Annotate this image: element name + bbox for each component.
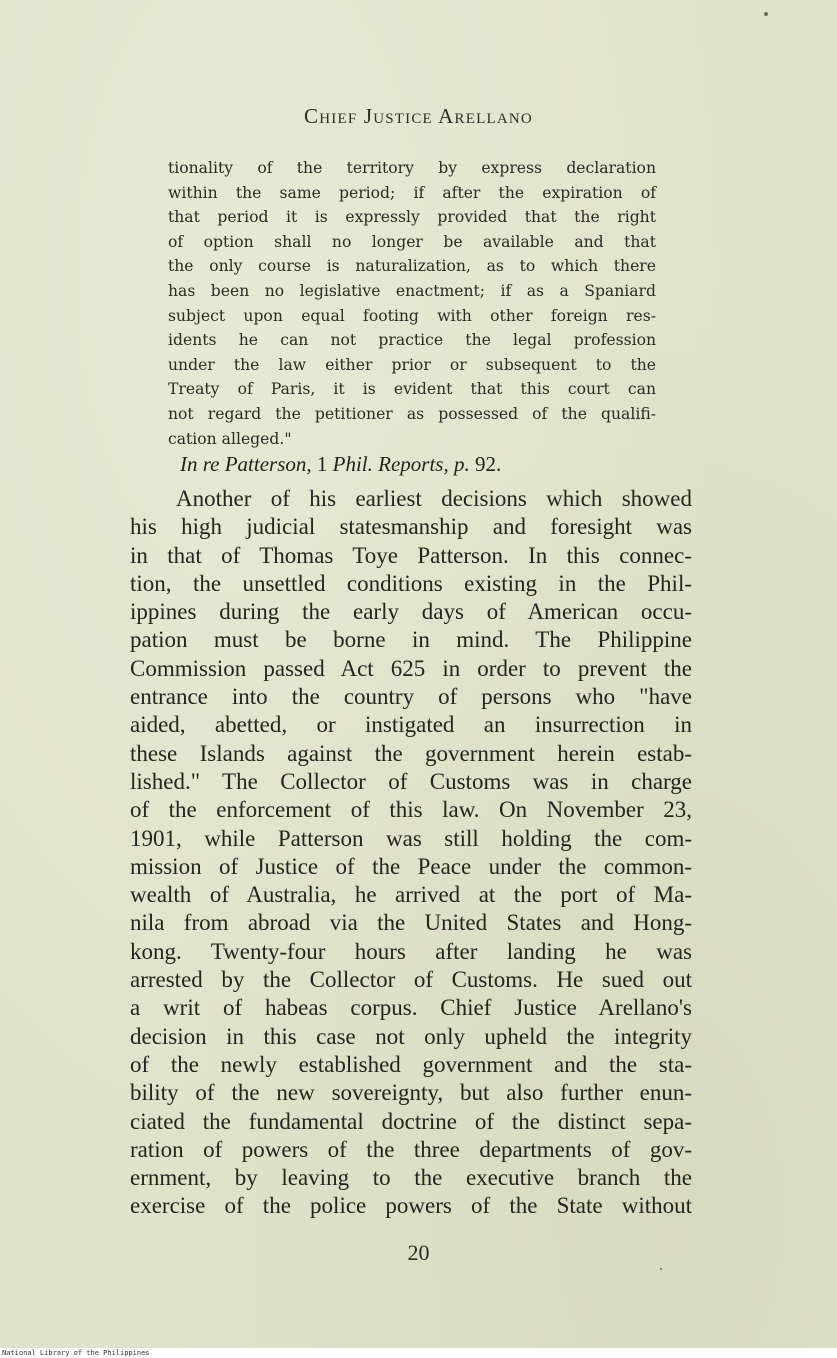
body-line: his high judicial statesmanship and foresight was	[130, 514, 692, 540]
body-line: ippines during the early days of American occu-	[130, 599, 692, 625]
quote-line: has been no legislative enactment; if as a Spaniard	[168, 281, 656, 300]
body-line: exercise of the police powers of the State without	[130, 1193, 692, 1219]
body-line: Another of his earliest decisions which showed	[176, 486, 692, 511]
body-line: 1901, while Patterson was still holding the com-	[130, 825, 692, 851]
quote-line: idents he can not practice the legal profession	[168, 331, 656, 350]
quote-line: not regard the petitioner as possessed of the qualifi-	[168, 404, 656, 423]
paper-speck	[764, 12, 768, 16]
body-line: a writ of habeas corpus. Chief Justice Arellano's	[130, 995, 692, 1021]
body-line: ciated the fundamental doctrine of the distinct sepa-	[130, 1108, 692, 1134]
body-line: lished." The Collector of Customs was in charge	[130, 768, 692, 794]
body-line: ernment, by leaving to the executive branch the	[130, 1165, 692, 1191]
body-line: ration of powers of the three departments of gov-	[130, 1136, 692, 1162]
body-line: aided, abetted, or instigated an insurrection in	[130, 712, 692, 738]
citation-volume: 1	[316, 452, 328, 476]
quote-line: that period it is expressly provided that the right	[168, 208, 656, 227]
body-line: entrance into the country of persons who "have	[130, 684, 692, 710]
body-line: these Islands against the government herein estab-	[130, 740, 692, 766]
body-line: Commission passed Act 625 in order to prevent the	[130, 655, 692, 681]
case-citation	[180, 452, 501, 477]
citation-reporter: Phil. Reports, p.	[332, 452, 470, 476]
body-line: pation must be borne in mind. The Philippine	[130, 627, 692, 653]
body-line: nila from abroad via the United States and Hong-	[130, 910, 692, 936]
body-line: in that of Thomas Toye Patterson. In this connec-	[130, 542, 692, 568]
library-credit: National Library of the Philippines	[2, 1349, 150, 1357]
body-line: tion, the unsettled conditions existing in the Phil-	[130, 570, 692, 596]
quote-line: Treaty of Paris, it is evident that this court can	[168, 380, 656, 399]
quote-line: tionality of the territory by express declaration	[168, 159, 656, 177]
body-line: bility of the new sovereignty, but also further enun-	[130, 1080, 692, 1106]
body-line: arrested by the Collector of Customs. He sued out	[130, 967, 692, 993]
quote-line: under the law either prior or subsequent to the	[168, 355, 656, 374]
quote-line: within the same period; if after the expiration of	[168, 183, 656, 202]
citation-case-name: In re Patterson,	[180, 452, 312, 476]
body-line: wealth of Australia, he arrived at the port of Ma-	[130, 882, 692, 908]
citation-page: 92.	[474, 452, 502, 476]
body-line: of the enforcement of this law. On November 23,	[130, 797, 692, 823]
quote-line: of option shall no longer be available and that	[168, 232, 656, 251]
body-line: of the newly established government and the sta-	[130, 1051, 692, 1077]
body-line: mission of Justice of the Peace under the common-	[130, 853, 692, 879]
paper-speck	[660, 1268, 662, 1270]
quote-line: the only course is naturalization, as to which there	[168, 257, 656, 276]
body-line: kong. Twenty-four hours after landing he was	[130, 938, 692, 964]
running-head: Chief Justice Arellano	[304, 104, 533, 128]
quote-line: cation alleged."	[168, 429, 292, 448]
body-line: decision in this case not only upheld the integrity	[130, 1023, 692, 1049]
body-paragraph	[130, 485, 692, 1221]
quote-line: subject upon equal footing with other foreign res-	[168, 306, 656, 325]
page-number: 20	[407, 1240, 430, 1265]
block-quote	[168, 156, 656, 451]
